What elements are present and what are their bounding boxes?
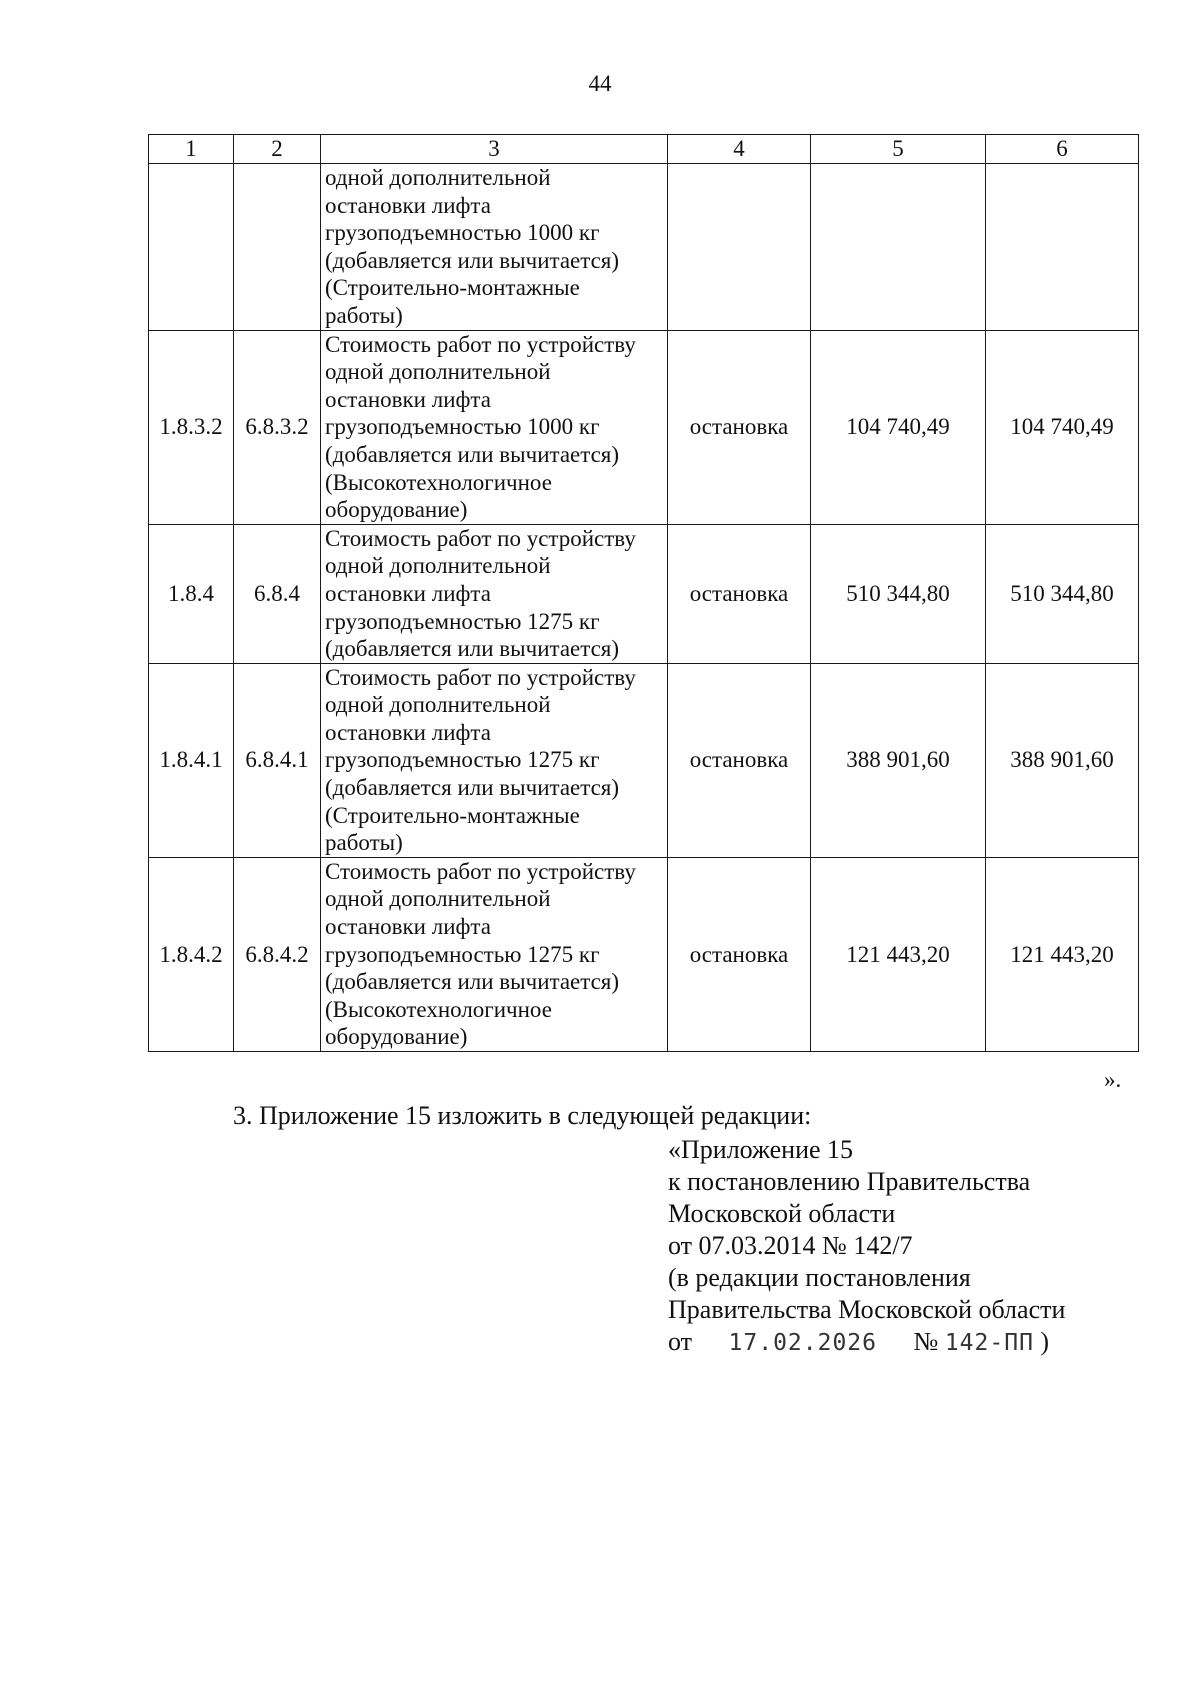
item-unit: остановка — [668, 663, 811, 857]
appendix-reference-line: к постановлению Правительства — [668, 1167, 1031, 1196]
item-value: 388 901,60 — [811, 663, 986, 857]
item-code: 1.8.4.2 — [149, 857, 234, 1051]
appendix-government-line: Правительства Московской области — [668, 1295, 1066, 1324]
item-code: 1.8.4 — [149, 524, 234, 663]
number-prefix: № — [913, 1327, 939, 1356]
appendix-region-line: Московской области — [668, 1199, 896, 1228]
item-code-alt: 6.8.4.2 — [234, 857, 321, 1051]
item-code-alt: 6.8.3.2 — [234, 330, 321, 524]
item-value: 121 443,20 — [811, 857, 986, 1051]
table-header-row — [149, 135, 1139, 164]
appendix-amendment-date-line — [668, 1326, 1065, 1359]
amendment-number: 142-ПП — [944, 1330, 1034, 1356]
appendix-edition-line: (в редакции постановления — [668, 1263, 971, 1292]
item-value: 104 740,49 — [811, 330, 986, 524]
appendix-header — [668, 1134, 1065, 1359]
item-code-alt: 6.8.4 — [234, 524, 321, 663]
table-row — [149, 164, 1139, 331]
appendix-original-date-line: от 07.03.2014 № 142/7 — [668, 1231, 913, 1260]
item-code: 1.8.4.1 — [149, 663, 234, 857]
column-header: 5 — [811, 135, 986, 164]
amendment-date: 17.02.2026 — [728, 1330, 878, 1356]
table-row — [149, 857, 1139, 1051]
item-description: Стоимость работ по устройству одной дополнительной остановки лифта грузоподъемностью 1000 кг (добавляется или вычитается) (Высокотехнологичное оборудование) — [321, 330, 668, 524]
close-paren: ) — [1040, 1327, 1050, 1356]
item-unit: остановка — [668, 857, 811, 1051]
item-description: Стоимость работ по устройству одной дополнительной остановки лифта грузоподъемностью 1275 кг (добавляется или вычитается) (Высокотехнологичное оборудование) — [321, 857, 668, 1051]
item-unit: остановка — [668, 330, 811, 524]
item-value-total: 121 443,20 — [986, 857, 1139, 1051]
item-description: Стоимость работ по устройству одной дополнительной остановки лифта грузоподъемностью 1275 кг (добавляется или вычитается) — [321, 524, 668, 663]
table-row — [149, 524, 1139, 663]
item-code — [149, 164, 234, 331]
page-number: 44 — [588, 71, 612, 96]
item-description: одной дополнительной остановки лифта грузоподъемностью 1000 кг (добавляется или вычитается) (Строительно-монтажные работы) — [321, 164, 668, 331]
item-unit — [668, 164, 811, 331]
column-header: 6 — [986, 135, 1139, 164]
column-header: 3 — [321, 135, 668, 164]
item-code-alt: 6.8.4.1 — [234, 663, 321, 857]
item-unit: остановка — [668, 524, 811, 663]
appendix-title-line: «Приложение 15 — [668, 1135, 854, 1164]
item-value — [811, 164, 986, 331]
item-description: Стоимость работ по устройству одной дополнительной остановки лифта грузоподъемностью 1275 кг (добавляется или вычитается) (Строительно-монтажные работы) — [321, 663, 668, 857]
column-header: 1 — [149, 135, 234, 164]
rates-table — [148, 134, 1139, 1052]
item-code-alt — [234, 164, 321, 331]
item-value-total — [986, 164, 1139, 331]
column-header: 2 — [234, 135, 321, 164]
item-code: 1.8.3.2 — [149, 330, 234, 524]
closing-quote: ». — [1104, 1067, 1122, 1092]
date-prefix: от — [668, 1327, 693, 1356]
column-header: 4 — [668, 135, 811, 164]
amendment-instruction: 3. Приложение 15 изложить в следующей редакции: — [233, 1101, 812, 1130]
table-row — [149, 663, 1139, 857]
item-value-total: 388 901,60 — [986, 663, 1139, 857]
table-row — [149, 330, 1139, 524]
item-value-total: 510 344,80 — [986, 524, 1139, 663]
item-value: 510 344,80 — [811, 524, 986, 663]
item-value-total: 104 740,49 — [986, 330, 1139, 524]
